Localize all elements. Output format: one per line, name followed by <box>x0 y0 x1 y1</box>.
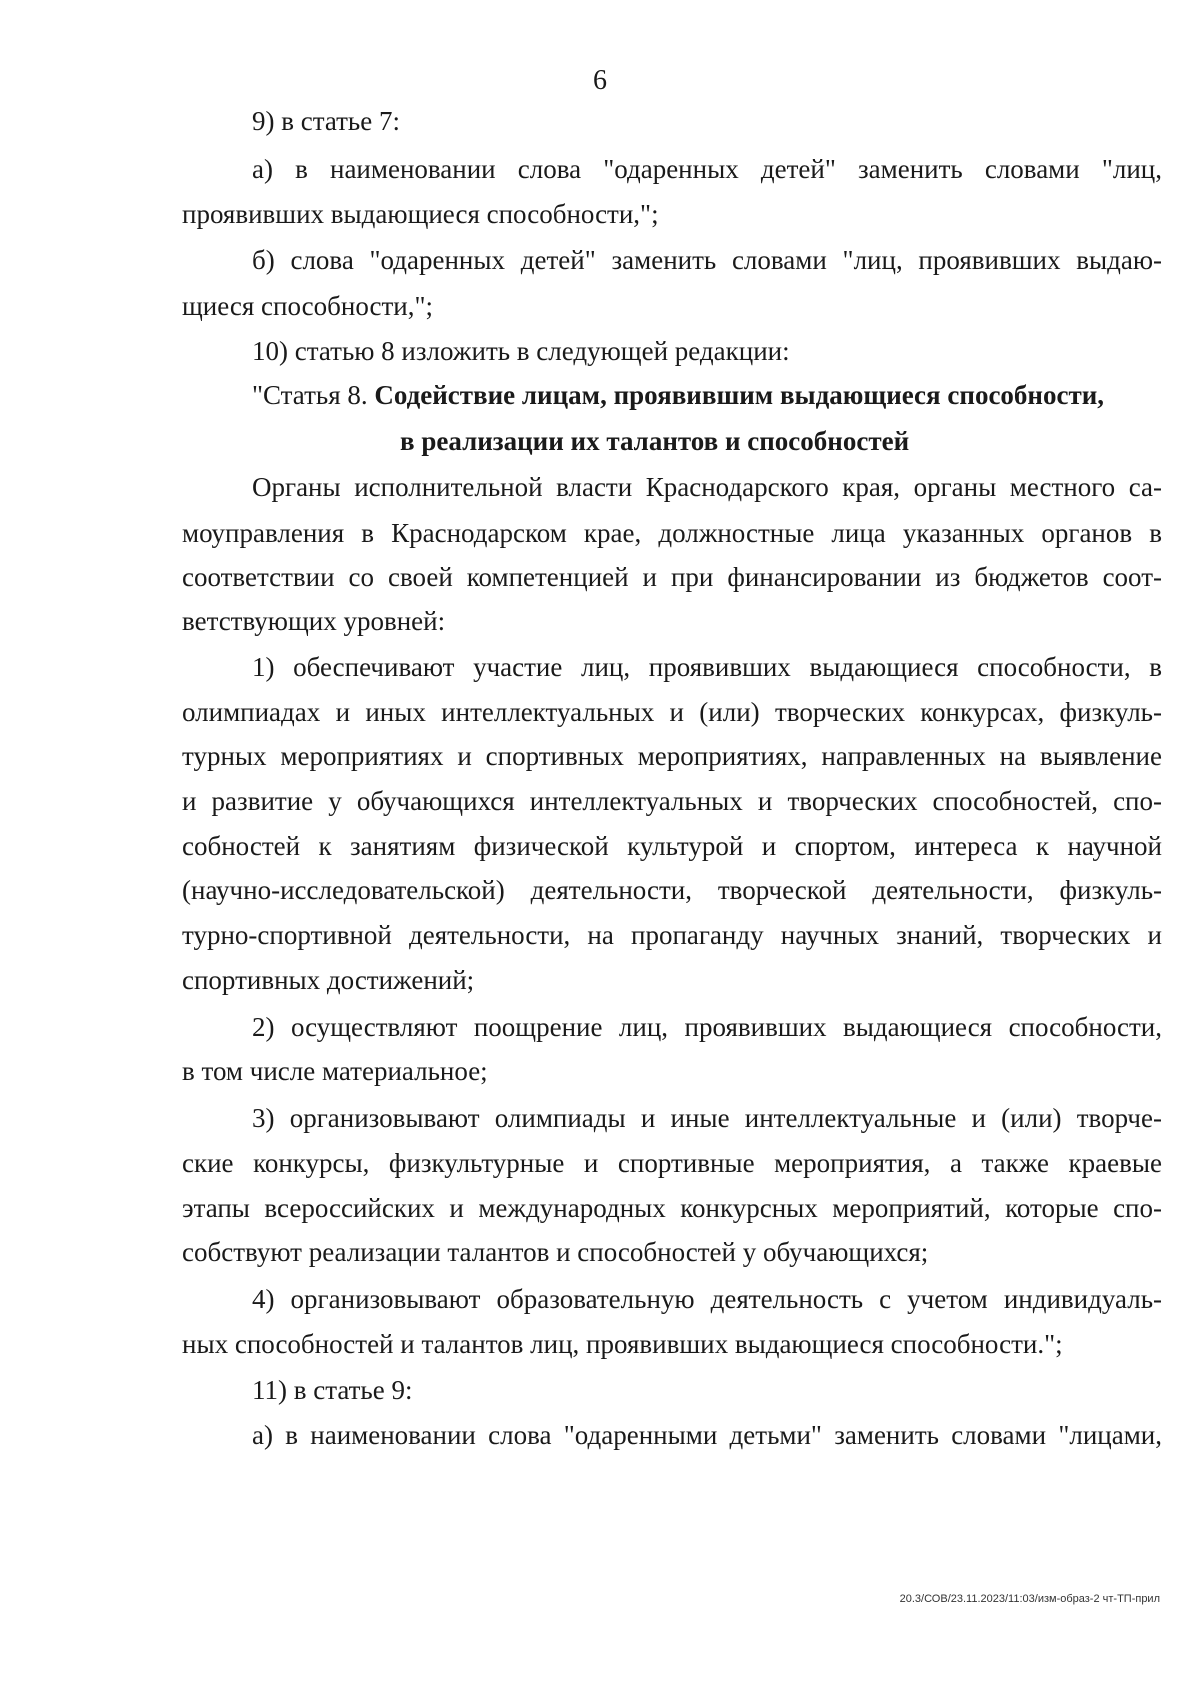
text-line: спортивных достижений; <box>182 965 475 995</box>
text-line: ных способностей и талантов лиц, проявивших выдающиеся способности."; <box>182 1329 1063 1359</box>
text-line: олимпиадах и иных интеллектуальных и (или) творческих конкурсах, физкуль- <box>182 697 1162 727</box>
text-line: а) в наименовании слова "одаренных детей" заменить словами "лиц, <box>252 154 1162 184</box>
text-line: турных мероприятиях и спортивных мероприятиях, направленных на выявление <box>182 741 1162 771</box>
text-line: 11) в статье 9: <box>252 1375 413 1405</box>
text-line: 4) организовывают образовательную деятельность с учетом индивидуаль- <box>252 1284 1162 1314</box>
text-line: этапы всероссийских и международных конкурсных мероприятий, которые спо- <box>182 1193 1162 1223</box>
text-line: собностей к занятиям физической культурой и спортом, интереса к научной <box>182 831 1162 861</box>
text-line: ские конкурсы, физкультурные и спортивные мероприятия, а также краевые <box>182 1148 1162 1178</box>
text-line: Органы исполнительной власти Краснодарского края, органы местного са- <box>252 472 1162 502</box>
text-line: собствуют реализации талантов и способностей у обучающихся; <box>182 1237 929 1267</box>
text-line: б) слова "одаренных детей" заменить словами "лиц, проявивших выдаю- <box>252 245 1162 275</box>
text-line: 9) в статье 7: <box>252 106 400 136</box>
text-line: и развитие у обучающихся интеллектуальных и творческих способностей, спо- <box>182 786 1162 816</box>
text-line: (научно-исследовательской) деятельности, творческой деятельности, физкуль- <box>182 875 1162 905</box>
text-line: проявивших выдающиеся способности,"; <box>182 199 659 229</box>
document-footer-code: 20.3/СОВ/23.11.2023/11:03/изм-образ-2 чт-ТП-прил <box>899 1593 1160 1605</box>
text-line: 1) обеспечивают участие лиц, проявивших выдающиеся способности, в <box>252 652 1162 682</box>
text-line: 3) организовывают олимпиады и иные интеллектуальные и (или) творче- <box>252 1103 1162 1133</box>
text-line: турно-спортивной деятельности, на пропаганду научных знаний, творческих и <box>182 920 1162 950</box>
article-label: "Статья 8. <box>252 380 368 410</box>
article-heading <box>252 378 1162 412</box>
text-line: ветствующих уровней: <box>182 606 446 636</box>
text-line: 10) статью 8 изложить в следующей редакции: <box>252 336 790 366</box>
text-line: щиеся способности,"; <box>182 291 434 321</box>
text-line: соответствии со своей компетенцией и при финансировании из бюджетов соот- <box>182 562 1162 592</box>
text-line: моуправления в Краснодарском крае, должностные лица указанных органов в <box>182 518 1162 548</box>
text-line: а) в наименовании слова "одаренными детьми" заменить словами "лицами, <box>252 1420 1162 1450</box>
text-line: 2) осуществляют поощрение лиц, проявивших выдающиеся способности, <box>252 1012 1162 1042</box>
page-number: 6 <box>593 65 607 96</box>
text-line: в том числе материальное; <box>182 1056 488 1086</box>
article-title-line1: Содействие лицам, проявившим выдающиеся способности, <box>374 380 1105 410</box>
article-title-line2: в реализации их талантов и способностей <box>400 426 910 456</box>
